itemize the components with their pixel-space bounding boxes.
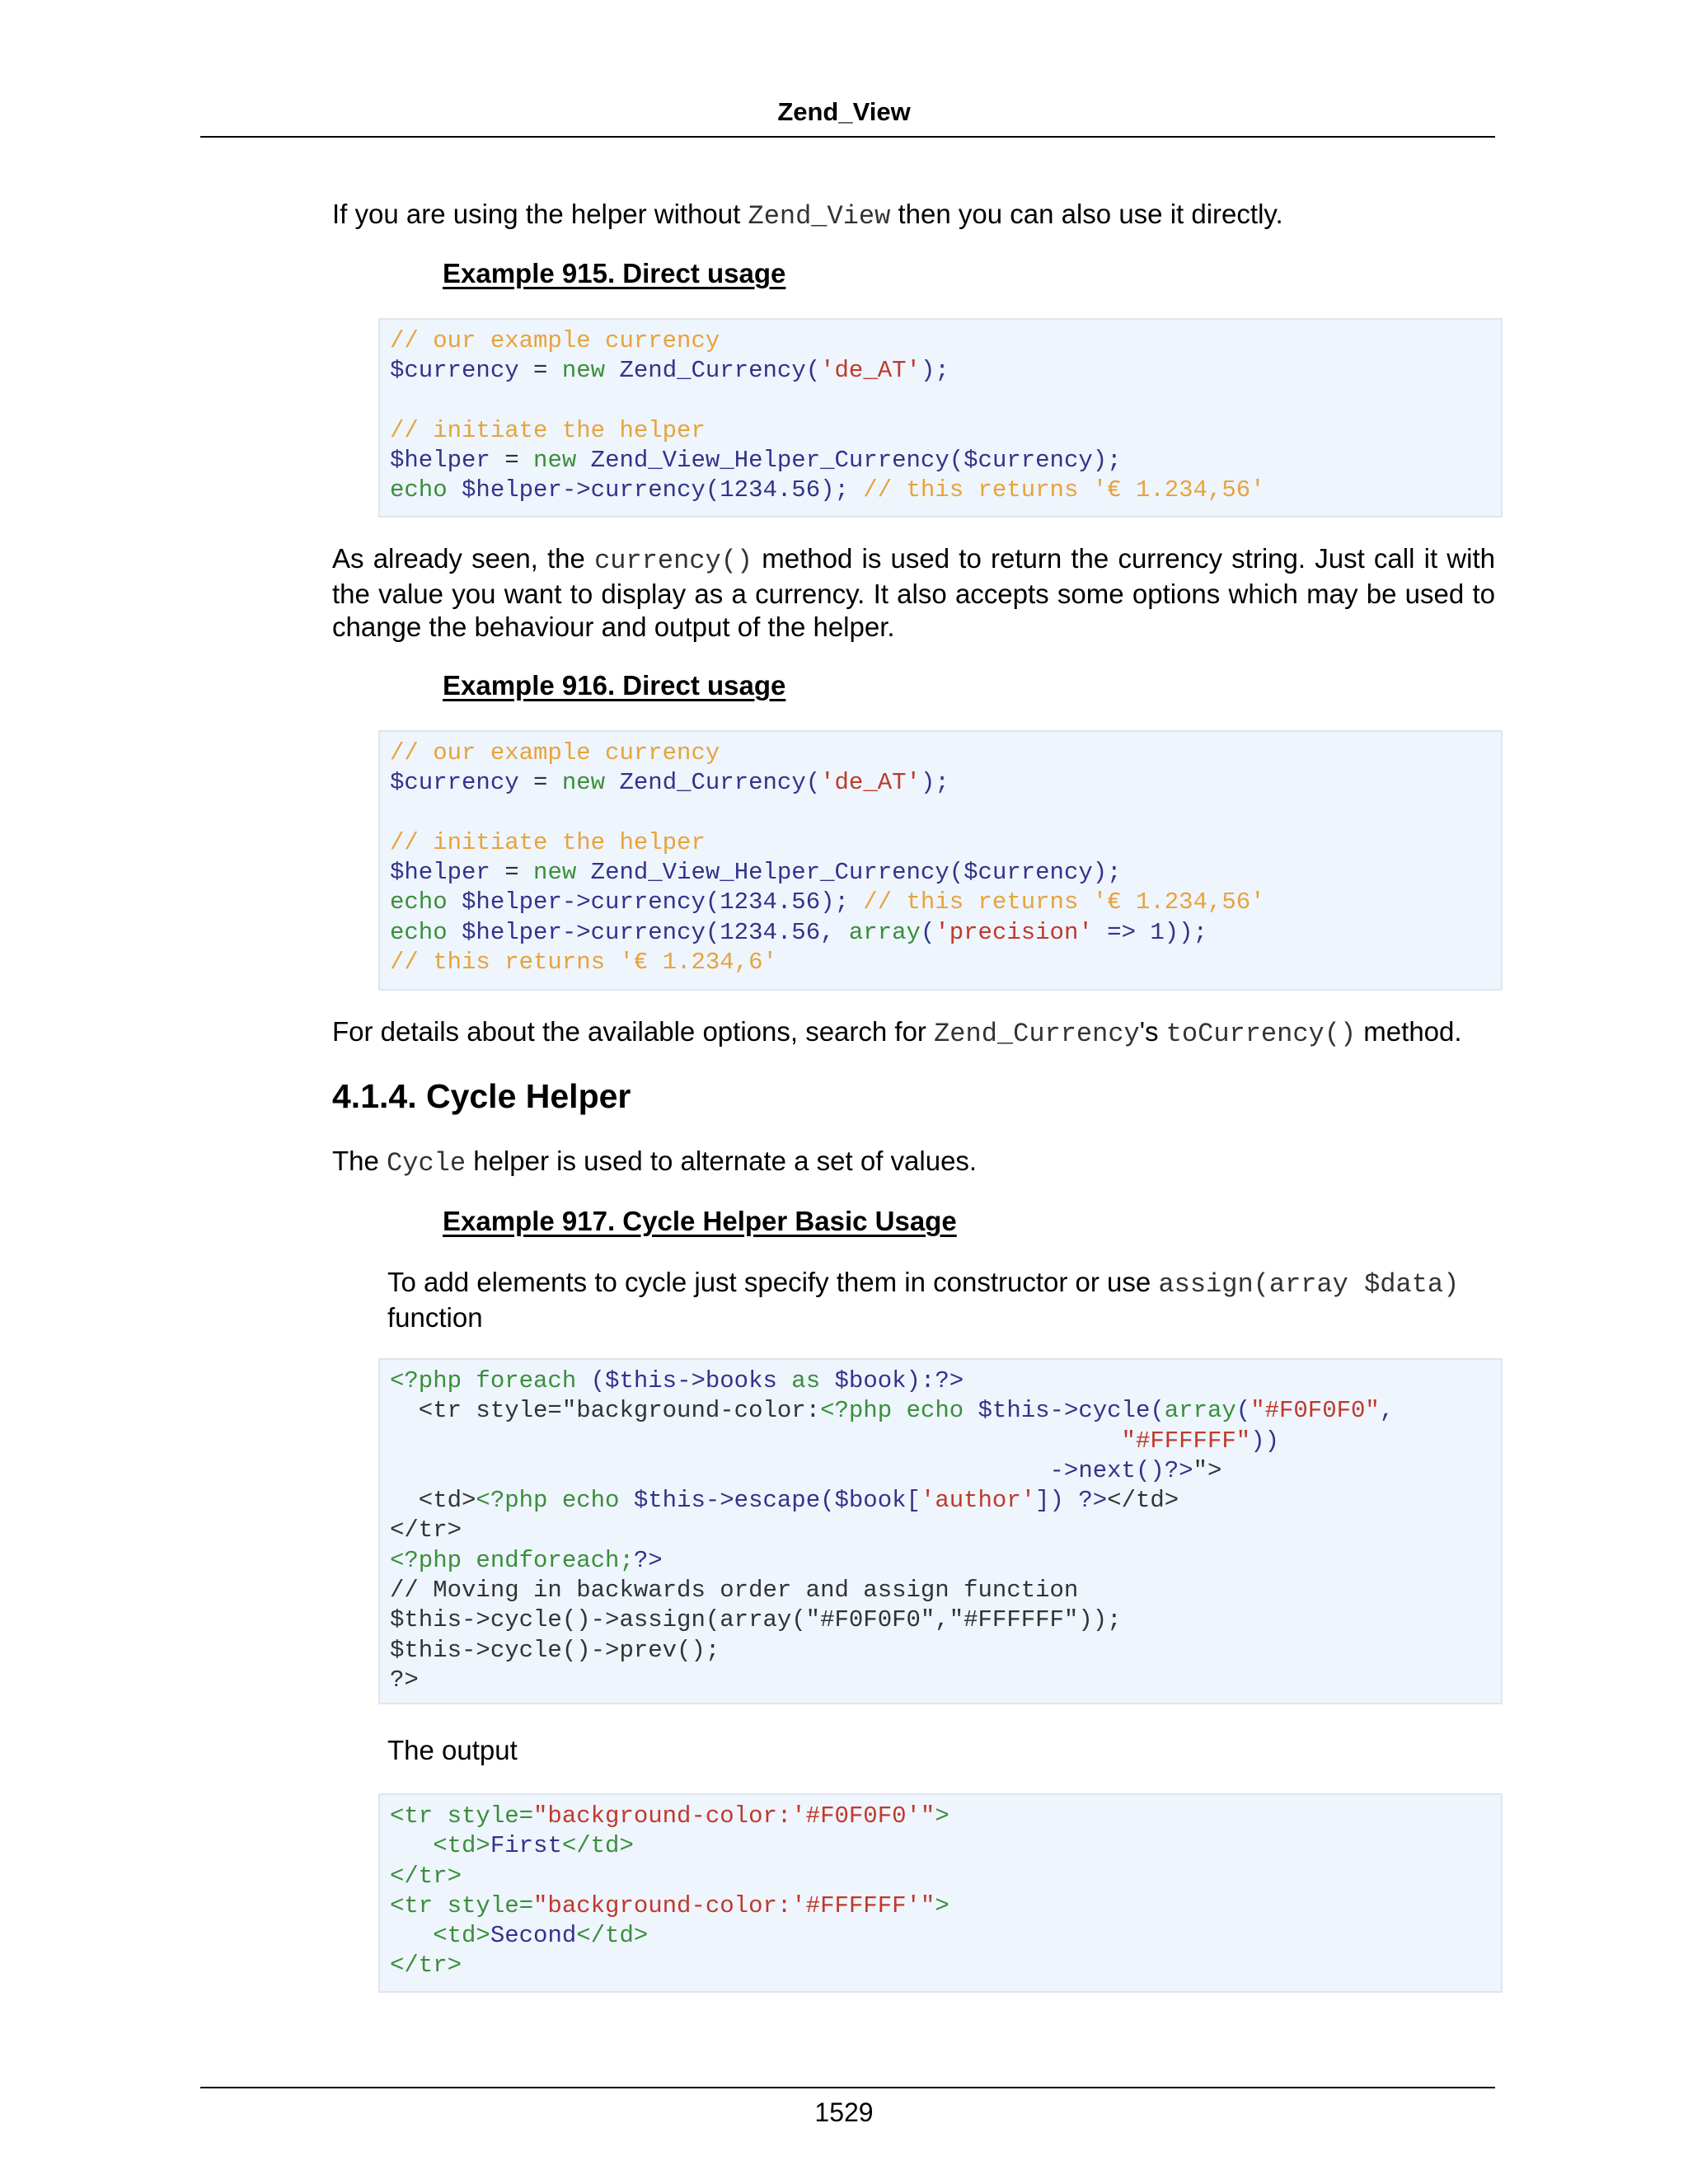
text-span: "> bbox=[1193, 1456, 1222, 1484]
text-span: $book):?> bbox=[820, 1367, 964, 1394]
text-span: "background-color:'#F0F0F0'" bbox=[533, 1802, 935, 1830]
text-span: Second bbox=[490, 1922, 577, 1950]
inline-code: Zend_View bbox=[748, 201, 891, 232]
text-span: > bbox=[935, 1891, 950, 1919]
code-line bbox=[390, 1396, 1501, 1426]
text-span: // our example currency bbox=[390, 739, 720, 766]
text-span: "background-color:'#FFFFFF'" bbox=[533, 1891, 935, 1919]
text-span: The bbox=[332, 1146, 387, 1176]
text-span: new bbox=[561, 357, 606, 385]
text-span: </tr> bbox=[390, 1516, 462, 1544]
text-span: => 1)); bbox=[1092, 918, 1207, 946]
text-span: ->next()?> bbox=[1049, 1456, 1193, 1484]
example-917-title: Example 917. Cycle Helper Basic Usage bbox=[443, 1206, 957, 1236]
code-line bbox=[390, 1951, 1501, 1980]
text-span: <td> bbox=[390, 1922, 490, 1950]
text-span: // Moving in backwards order and assign function bbox=[390, 1577, 1079, 1605]
code-line bbox=[390, 356, 1501, 386]
inline-code: toCurrency() bbox=[1165, 1019, 1357, 1049]
code-block-output bbox=[378, 1793, 1503, 1993]
inline-code: assign(array $data) bbox=[1158, 1269, 1460, 1300]
details-paragraph bbox=[332, 1015, 1495, 1051]
text-span: <tr style= bbox=[390, 1891, 534, 1919]
code-line bbox=[390, 1831, 1501, 1861]
page-number: 1529 bbox=[814, 2097, 874, 2127]
text-span: $helper bbox=[390, 859, 490, 887]
code-block-915 bbox=[378, 318, 1503, 518]
text-span: array bbox=[848, 918, 921, 946]
text-span: For details about the available options, search for bbox=[332, 1016, 935, 1047]
text-span: <tr style= bbox=[390, 1802, 534, 1830]
text-span bbox=[390, 1427, 1122, 1455]
text-span: <td> bbox=[390, 1487, 476, 1515]
text-span: To add elements to cycle just specify them in constructor or use bbox=[387, 1267, 1159, 1297]
text-span: <?php foreach bbox=[390, 1367, 577, 1394]
text-span: </td> bbox=[576, 1922, 649, 1950]
text-span: "#FFFFFF" bbox=[1121, 1427, 1251, 1455]
text-span: = bbox=[490, 859, 534, 887]
code-line bbox=[390, 1456, 1501, 1486]
text-span: <?php echo bbox=[476, 1487, 620, 1515]
text-span: </td> bbox=[561, 1832, 634, 1860]
footer-rule bbox=[200, 2087, 1495, 2088]
running-header: Zend_View bbox=[777, 97, 911, 126]
text-span: function bbox=[387, 1302, 483, 1333]
code-line bbox=[390, 326, 1501, 356]
text-span: 'de_AT' bbox=[820, 769, 921, 797]
text-span: // this returns '€ 1.234,56' bbox=[848, 888, 1265, 916]
code-line bbox=[390, 1636, 1501, 1666]
text-span: as bbox=[791, 1367, 821, 1394]
text-span: echo bbox=[390, 476, 448, 504]
example-915-title: Example 915. Direct usage bbox=[443, 258, 786, 288]
code-line bbox=[390, 918, 1501, 948]
text-span: // initiate the helper bbox=[390, 828, 706, 856]
code-line bbox=[390, 1546, 1501, 1576]
text-span: $this->cycle()->prev(); bbox=[390, 1636, 720, 1664]
text-span: $this->cycle()->assign(array("#F0F0F0","#FFFFFF")); bbox=[390, 1606, 1122, 1634]
code-line bbox=[390, 1891, 1501, 1921]
text-span: ); bbox=[920, 769, 950, 797]
text-span: $this->escape($book[ bbox=[619, 1487, 921, 1515]
code-line bbox=[390, 1486, 1501, 1516]
code-line bbox=[390, 1666, 1501, 1695]
code-line bbox=[390, 738, 1501, 768]
text-span: ($this->books bbox=[576, 1367, 792, 1394]
text-span: new bbox=[533, 859, 577, 887]
text-span: new bbox=[533, 447, 577, 475]
text-span: = bbox=[518, 769, 562, 797]
text-span: </td> bbox=[1107, 1487, 1179, 1515]
text-span: = bbox=[518, 357, 562, 385]
header-rule bbox=[200, 136, 1495, 138]
code-line bbox=[390, 1516, 1501, 1545]
code-line bbox=[390, 1427, 1501, 1456]
text-span: ); bbox=[920, 357, 950, 385]
section-heading: 4.1.4. Cycle Helper bbox=[332, 1077, 631, 1115]
text-span: </tr> bbox=[390, 1952, 462, 1980]
text-span: $helper->currency(1234.56); bbox=[447, 476, 849, 504]
text-span: Zend_Currency( bbox=[605, 357, 821, 385]
text-span: "#F0F0F0" bbox=[1250, 1397, 1380, 1425]
code-line bbox=[390, 476, 1501, 505]
inline-code: currency() bbox=[594, 546, 753, 576]
text-span: = bbox=[490, 447, 534, 475]
code-line bbox=[390, 1605, 1501, 1635]
text-span: If you are using the helper without bbox=[332, 199, 748, 229]
text-span: echo bbox=[390, 918, 448, 946]
code-line bbox=[390, 1576, 1501, 1605]
text-span: , bbox=[1379, 1397, 1395, 1425]
text-span: ( bbox=[1236, 1397, 1251, 1425]
text-span: </tr> bbox=[390, 1862, 462, 1890]
text-span: <?php endforeach; bbox=[390, 1546, 634, 1574]
text-span: Zend_View_Helper_Currency($currency); bbox=[576, 859, 1122, 887]
code-line bbox=[390, 948, 1501, 977]
cycle-description bbox=[387, 1266, 1495, 1334]
example-916-title: Example 916. Direct usage bbox=[443, 670, 786, 701]
code-line bbox=[390, 416, 1501, 446]
text-span: method. bbox=[1356, 1016, 1462, 1047]
text-span: <?php echo bbox=[820, 1397, 964, 1425]
text-span bbox=[390, 1457, 1050, 1484]
text-span: ]) ?> bbox=[1035, 1487, 1108, 1515]
text-span: new bbox=[561, 769, 606, 797]
code-block-917 bbox=[378, 1358, 1503, 1704]
text-span: $helper->currency(1234.56, bbox=[447, 918, 849, 946]
text-span: ?> bbox=[633, 1546, 663, 1574]
text-span: echo bbox=[390, 888, 448, 916]
code-line bbox=[390, 1366, 1501, 1396]
text-span: // initiate the helper bbox=[390, 416, 706, 444]
text-span: method is used to return the currency string. Just call it with the value you want to display as a currency. It also accepts some options which may be used to change the behaviour and output of the helper. bbox=[332, 543, 1495, 642]
text-span: ( bbox=[920, 918, 935, 946]
text-span: $helper bbox=[390, 447, 490, 475]
inline-code: Cycle bbox=[387, 1148, 467, 1179]
code-line bbox=[390, 446, 1501, 476]
text-span: // this returns '€ 1.234,6' bbox=[390, 949, 777, 977]
code-block-916 bbox=[378, 730, 1503, 991]
text-span: $helper->currency(1234.56); bbox=[447, 888, 849, 916]
text-span: Zend_View_Helper_Currency($currency); bbox=[576, 447, 1122, 475]
text-span: $currency bbox=[390, 769, 519, 797]
currency-paragraph bbox=[332, 542, 1495, 644]
text-span: 'de_AT' bbox=[820, 357, 921, 385]
output-label: The output bbox=[387, 1735, 518, 1765]
intro-paragraph bbox=[332, 198, 1495, 233]
text-span: $currency bbox=[390, 357, 519, 385]
code-line bbox=[390, 828, 1501, 858]
text-span: ?> bbox=[390, 1666, 419, 1694]
text-span: 'precision' bbox=[935, 918, 1093, 946]
text-span: array bbox=[1164, 1397, 1236, 1425]
text-span: $this->cycle( bbox=[964, 1397, 1165, 1425]
text-span: <td> bbox=[390, 1832, 490, 1860]
text-span: // our example currency bbox=[390, 327, 720, 354]
code-line bbox=[390, 768, 1501, 798]
text-span: As already seen, the bbox=[332, 543, 595, 574]
text-span: )) bbox=[1250, 1427, 1279, 1455]
text-span: First bbox=[490, 1832, 562, 1860]
text-span: helper is used to alternate a set of values. bbox=[466, 1146, 978, 1176]
text-span: Zend_Currency( bbox=[605, 769, 821, 797]
code-line bbox=[390, 799, 1501, 828]
text-span: then you can also use it directly. bbox=[890, 199, 1283, 229]
code-line bbox=[390, 1921, 1501, 1951]
text-span: <tr style="background-color: bbox=[390, 1397, 821, 1425]
code-line bbox=[390, 387, 1501, 416]
inline-code: Zend_Currency bbox=[934, 1019, 1140, 1049]
code-line bbox=[390, 1862, 1501, 1891]
code-line bbox=[390, 1802, 1501, 1831]
cycle-paragraph bbox=[332, 1145, 1495, 1180]
text-span: 'author' bbox=[920, 1487, 1036, 1515]
text-span: 's bbox=[1139, 1016, 1166, 1047]
text-span: // this returns '€ 1.234,56' bbox=[848, 476, 1265, 504]
code-line bbox=[390, 858, 1501, 888]
text-span: > bbox=[935, 1802, 950, 1830]
code-line bbox=[390, 888, 1501, 917]
